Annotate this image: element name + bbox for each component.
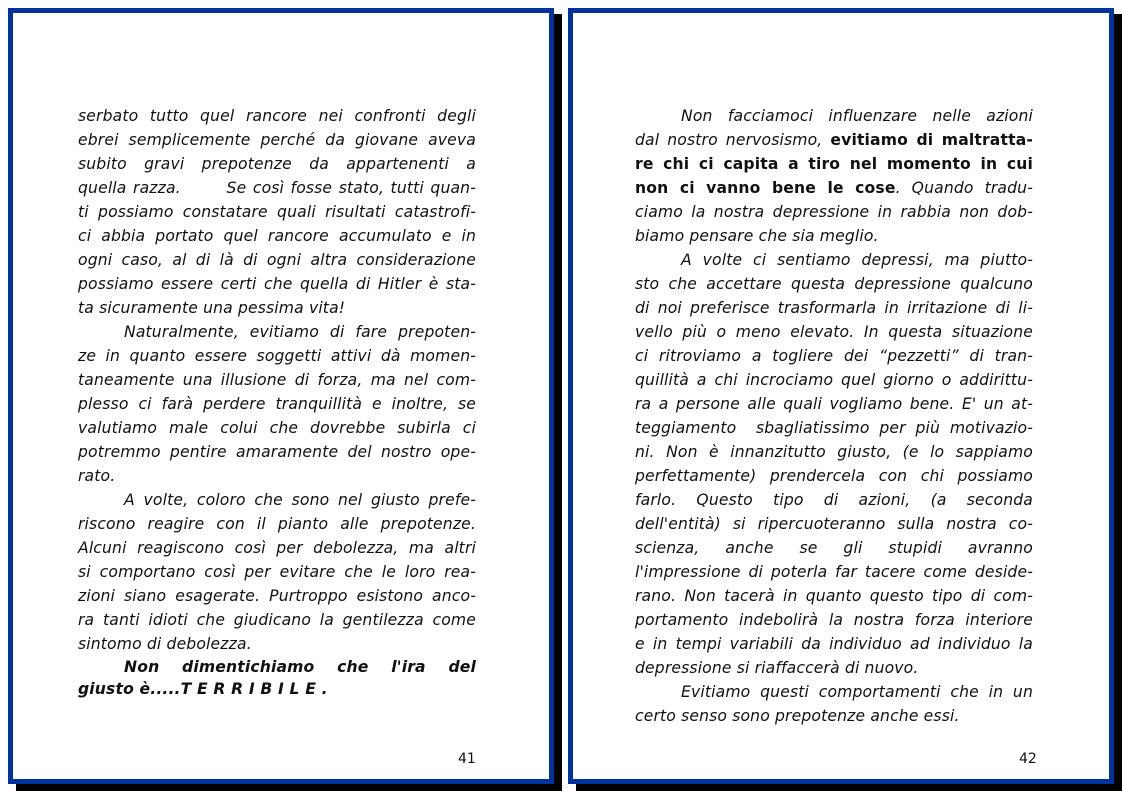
text-line: Non facciamoci influenzare nelle azioni [681, 107, 1033, 125]
text-line: l'impressione di poterla far tacere come deside- [635, 563, 1033, 581]
text-line [635, 128, 1033, 152]
text-line: farlo. Questo tipo di azioni, (a seconda [635, 491, 1033, 509]
text-span: . Quando tradu- [895, 179, 1033, 197]
page-number: 41 [458, 751, 476, 767]
text-line: depressione si riaffaccerà di nuovo. [635, 659, 919, 677]
text-line: ci ritroviamo a togliere dei “pezzetti” di tran- [635, 347, 1033, 365]
text-line: sto che accettare questa depressione qualcuno [635, 275, 1033, 293]
left-page-text [78, 104, 476, 700]
text-line: serbato tutto quel rancore nei confronti degli [78, 107, 476, 125]
left-page [8, 8, 554, 784]
text-line: Naturalmente, evitiamo di fare prepoten- [124, 323, 476, 341]
text-line: ebrei semplicemente perché da giovane aveva [78, 131, 476, 149]
text-line: taneamente una illusione di forza, ma nel com- [78, 371, 476, 389]
text-span: dal nostro nervosismo, [635, 131, 831, 149]
text-line: valutiamo male colui che dovrebbe subirla ci [78, 419, 476, 437]
text-line: si comportano così per evitare che le loro rea- [78, 563, 476, 581]
text-line: ci abbia portato quel rancore accumulato e in [78, 227, 476, 245]
text-line: Evitiamo questi comportamenti che in un [681, 683, 1033, 701]
text-line: zioni siano esagerate. Purtroppo esistono anco- [78, 587, 476, 605]
right-page-text [635, 104, 1033, 728]
text-line: ni. Non è innanzitutto giusto, (e lo sappiamo [635, 443, 1033, 461]
text-line: ra a persone alle quali vogliamo bene. E' un at- [635, 395, 1033, 413]
bold-text-span: non ci vanno bene le cose [635, 179, 896, 197]
text-line: quella razza. Se così fosse stato, tutti quan- [78, 179, 476, 197]
text-line: re chi ci capita a tiro nel momento in cui [635, 155, 1033, 173]
text-line: ta sicuramente una pessima vita! [78, 299, 346, 317]
text-line: ogni caso, al di là di ogni altra considerazione [78, 251, 476, 269]
closing-statement [78, 656, 476, 700]
text-line: quillità a chi incrociamo quel giorno o addirittu- [635, 371, 1033, 389]
text-line [635, 176, 1033, 200]
text-line: rato. [78, 467, 116, 485]
text-line: teggiamento sbagliatissimo per più motivazio- [635, 419, 1033, 437]
right-page [568, 8, 1114, 784]
text-line: dell'entità) si ripercuoteranno sulla nostra co- [635, 515, 1033, 533]
text-line: biamo pensare che sia meglio. [635, 227, 879, 245]
text-line: Alcuni reagiscono così per debolezza, ma altri [78, 539, 476, 557]
page-number: 42 [1019, 751, 1037, 767]
closing-line: giusto è.....T E R R I B I L E . [78, 680, 328, 698]
text-line: e in tempi variabili da individuo ad individuo la [635, 635, 1033, 653]
text-line: ciamo la nostra depressione in rabbia non dob- [635, 203, 1033, 221]
text-line: plesso ci farà perdere tranquillità e inoltre, se [78, 395, 476, 413]
closing-line: Non dimentichiamo che l'ira del [124, 658, 476, 676]
text-line: perfettamente) prendercela con chi possiamo [635, 467, 1033, 485]
text-line: vello più o meno elevato. In questa situazione [635, 323, 1033, 341]
text-line: sintomo di debolezza. [78, 635, 252, 653]
text-line: scienza, anche se gli stupidi avranno [635, 539, 1033, 557]
text-line: di noi preferisce trasformarla in irritazione di li- [635, 299, 1033, 317]
text-line: A volte, coloro che sono nel giusto prefe- [124, 491, 476, 509]
text-line: ra tanti idioti che giudicano la gentilezza come [78, 611, 476, 629]
text-line: potremmo pentire amaramente del nostro ope- [78, 443, 476, 461]
text-line: possiamo essere certi che quella di Hitler è sta- [78, 275, 476, 293]
text-line: A volte ci sentiamo depressi, ma piutto- [681, 251, 1033, 269]
text-line: ti possiamo constatare quali risultati catastrofi- [78, 203, 476, 221]
text-line: subito gravi prepotenze da appartenenti a [78, 155, 476, 173]
text-line: portamento indebolirà la nostra forza interiore [635, 611, 1033, 629]
bold-text-span: evitiamo di maltratta- [830, 131, 1033, 149]
text-line: certo senso sono prepotenze anche essi. [635, 707, 960, 725]
text-line: ze in quanto essere soggetti attivi dà momen- [78, 347, 476, 365]
text-line: rano. Non tacerà in quanto questo tipo di com- [635, 587, 1033, 605]
text-line: riscono reagire con il pianto alle prepotenze. [78, 515, 476, 533]
